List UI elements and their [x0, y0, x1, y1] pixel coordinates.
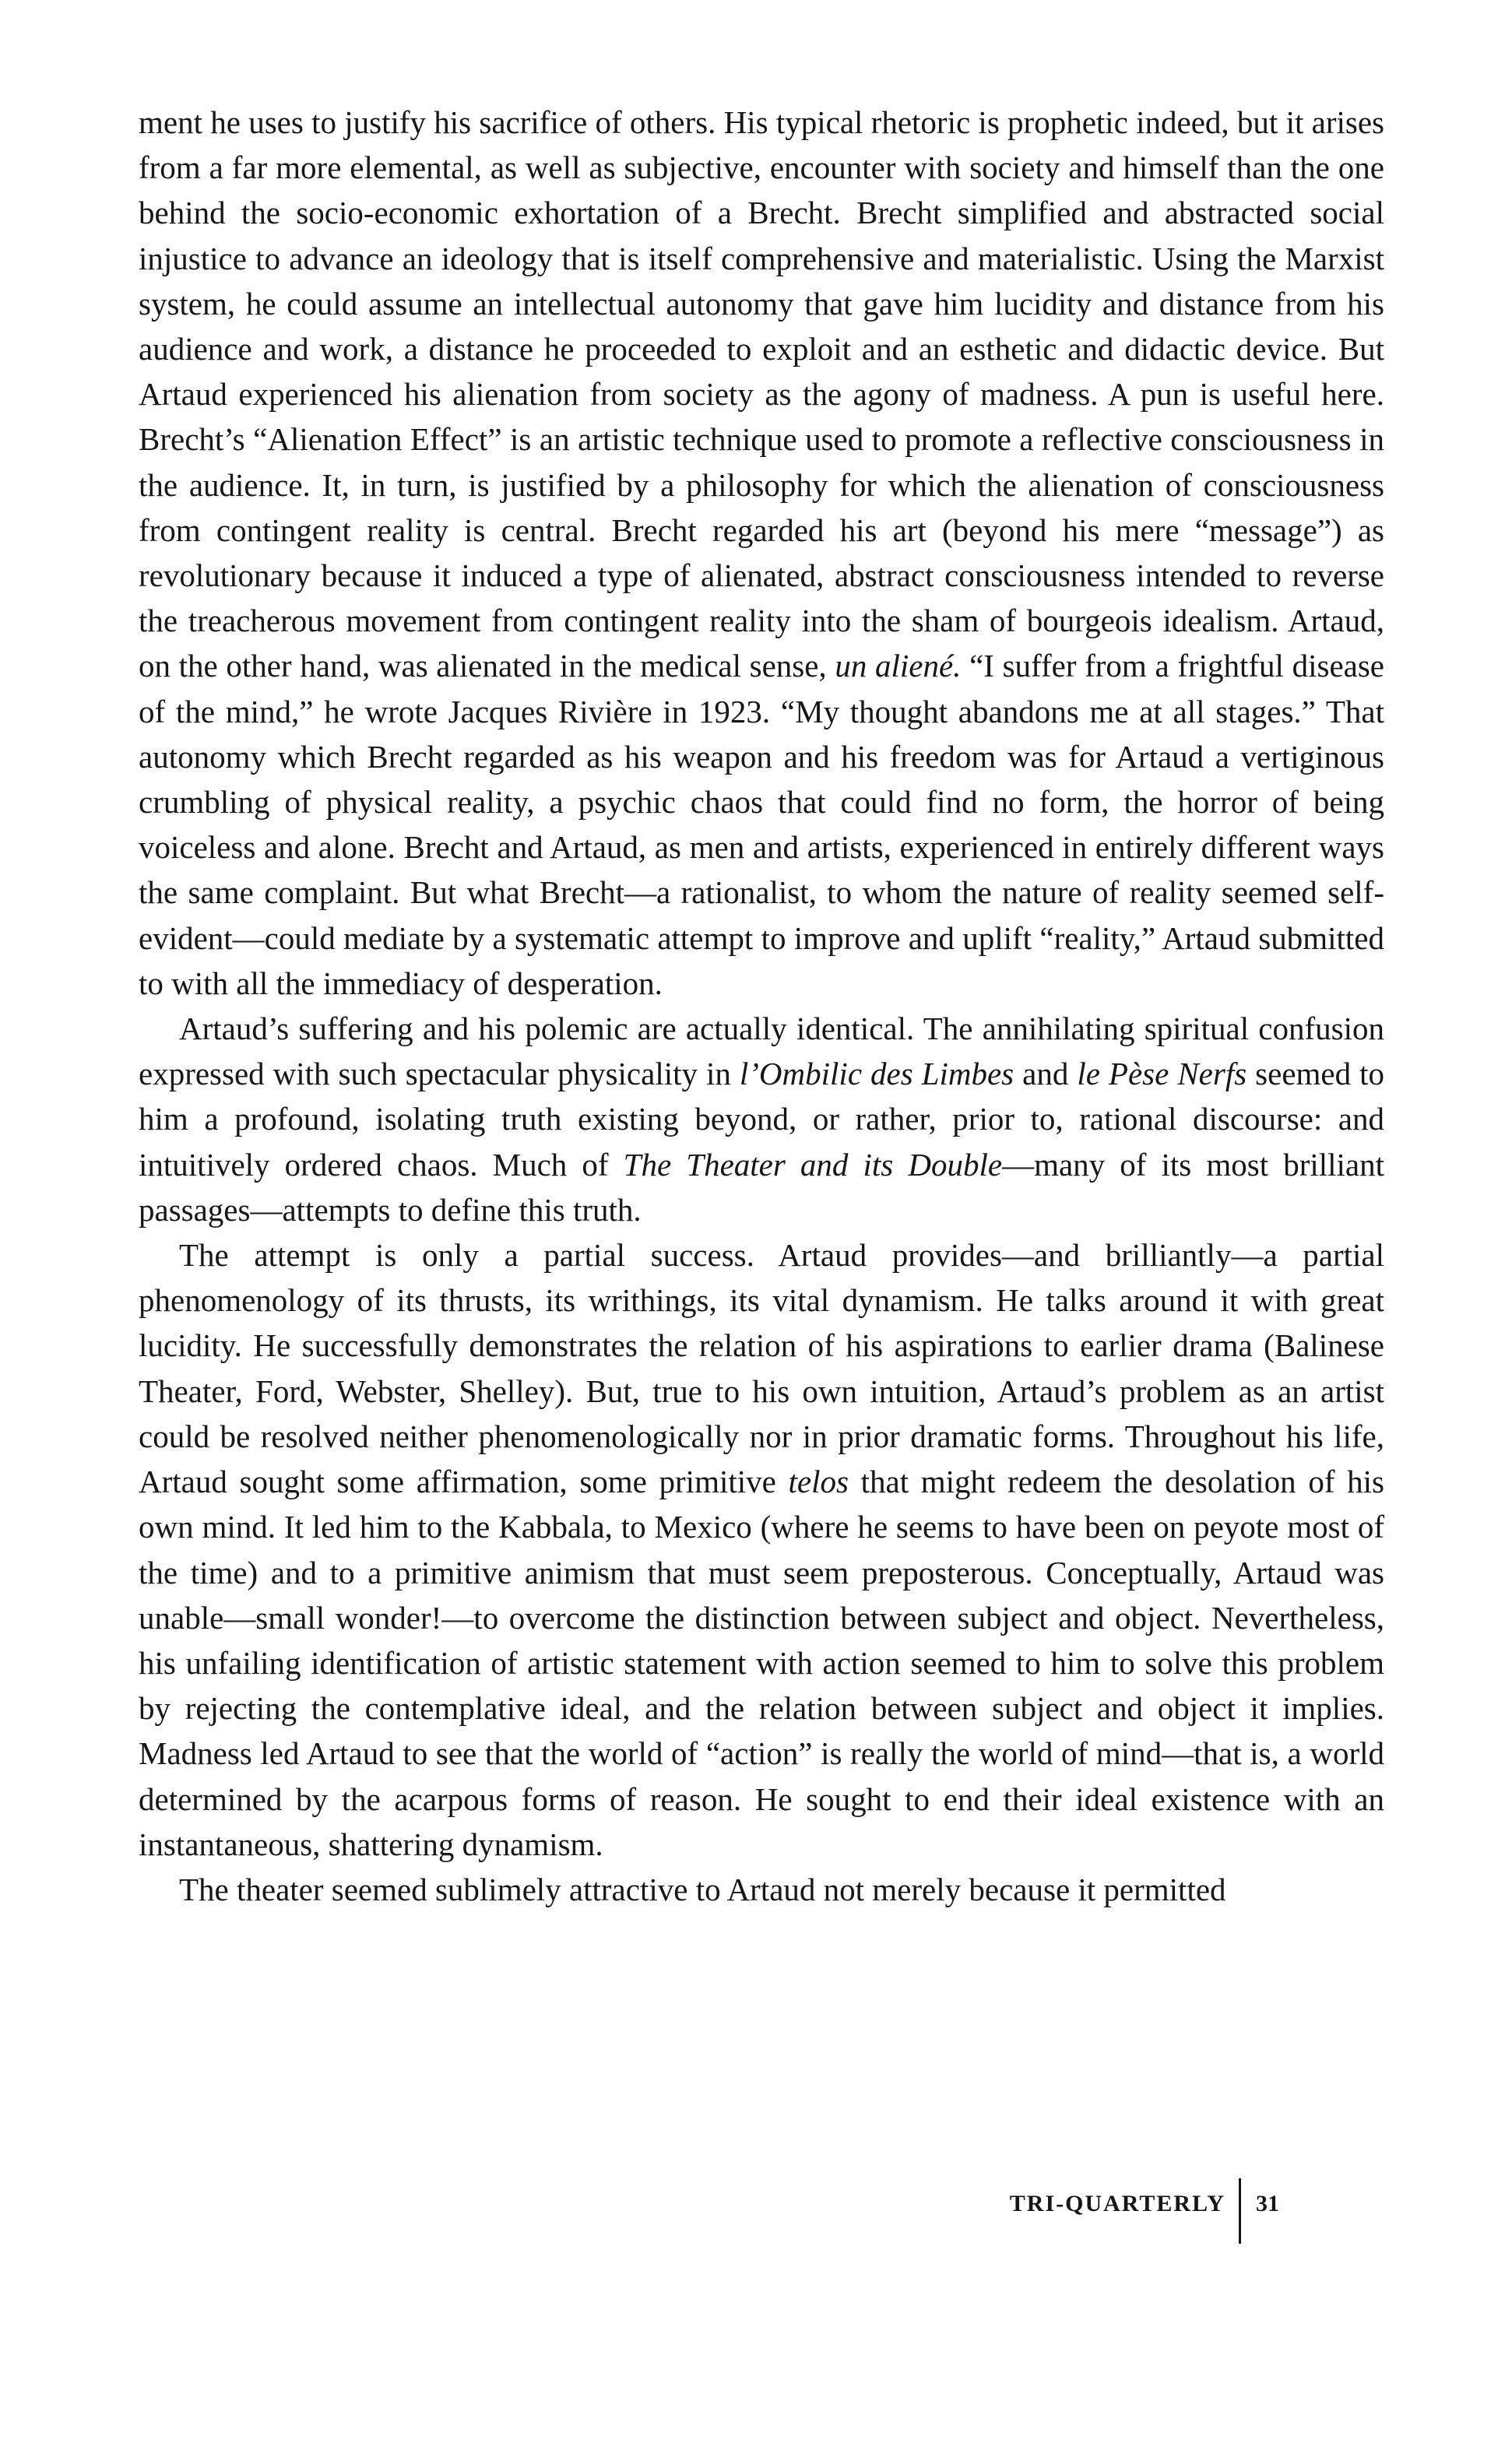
paragraph [139, 1006, 1384, 1232]
footer-divider [1239, 2178, 1241, 2244]
text-run: “I suffer from a frightful disease of the mind,” he wrote Jacques Rivière in 1923. “My thought abandons me at all stages.” That autonomy which Brecht regarded as his weapon and his freedom was for Artaud a vertiginous crumbling of physical reality, a psychic chaos that could find no form, the horror of being voiceless and alone. Brecht and Artaud, as men and artists, experienced in entirely different ways the same complaint. But what Brecht—a rationalist, to whom the nature of reality seemed self-evident—could mediate by a systematic attempt to improve and uplift “reality,” Artaud submitted to with all the immediacy of desperation. [139, 648, 1385, 1001]
text-run: Artaud’s suffering and his polemic are actually identical. The annihilating spiritual confusion expressed with such spectacular physicality in [139, 1011, 1384, 1092]
page-number: 31 [1256, 2191, 1279, 2216]
text-run: ment he uses to justify his sacrifice of others. His typical rhetoric is prophetic indeed, but it arises from a far more elemental, as well as subjective, encounter with society and himself than the one behind the socio-economic exhortation of a Brecht. Brecht simplified and abstracted social injustice to advance an ideology that is itself comprehensive and materialistic. Using the Marxist system, he could assume an intellectual autonomy that gave him lucidity and distance from his audience and work, a distance he proceeded to exploit and an esthetic and didactic device. But Artaud experienced his alienation from society as the agony of madness. A pun is useful here. Brecht’s “Alienation Effect” is an artistic technique used to promote a reflective consciousness in the audience. It, in turn, is justified by a philosophy for which the alienation of consciousness from contingent reality is central. Brecht regarded his art (beyond his mere “message”) as revolutionary because it induced a type of alienated, abstract consciousness intended to reverse the treacherous movement from contingent reality into the sham of bourgeois idealism. Artaud, on the other hand, was alienated in the medical sense, [139, 104, 1384, 684]
text-run: and [1014, 1056, 1078, 1092]
text-run: The attempt is only a partial success. Artaud provides—and brilliantly—a partial phenomenology of its thrusts, its writhings, its vital dynamism. He talks around it with great lucidity. He successfully demonstrates the relation of his aspirations to earlier drama (Balinese Theater, Ford, Webster, Shelley). But, true to his own intuition, Artaud’s problem as an artist could be resolved neither phenomenologically nor in prior dramatic forms. Throughout his life, Artaud sought some affirmation, some primitive [139, 1237, 1384, 1500]
paragraph [139, 1232, 1384, 1867]
paragraph [139, 1867, 1384, 1912]
text-run: —many of its most brilliant passages—attempts to define this truth. [139, 1146, 1384, 1228]
italic-text-run: telos [788, 1464, 849, 1500]
text-run: that might redeem the desolation of his own mind. It led him to the Kabbala, to Mexico (where he seems to have been on peyote most of the time) and to a primitive animism that must seem preposterous. Conceptually, Artaud was unable—small wonder!—to overcome the distinction between subject and object. Nevertheless, his unfailing identification of artistic statement with action seemed to him to solve this problem by rejecting the contemplative ideal, and the relation between subject and object it implies. Madness led Artaud to see that the world of “action” is really the world of mind—that is, a world determined by the acarpous forms of reason. He sought to end their ideal existence with an instantaneous, shattering dynamism. [139, 1464, 1385, 1862]
paragraph [139, 100, 1384, 1006]
journal-name: TRI-QUARTERLY [1009, 2191, 1225, 2216]
italic-text-run: The Theater and its Double [623, 1146, 1003, 1183]
body-text [139, 100, 1384, 1912]
italic-text-run: l’Ombilic des Limbes [739, 1056, 1014, 1092]
italic-text-run: le Pèse Nerfs [1077, 1056, 1247, 1092]
text-run: seemed to him a profound, isolating truth existing beyond, or rather, prior to, rational discourse: and intuitively ordered chaos. Much of [139, 1056, 1384, 1183]
text-run: The theater seemed sublimely attractive to Artaud not merely because it permitted [179, 1871, 1226, 1907]
page-footer [1004, 2172, 1316, 2244]
italic-text-run: un aliené. [835, 648, 962, 684]
